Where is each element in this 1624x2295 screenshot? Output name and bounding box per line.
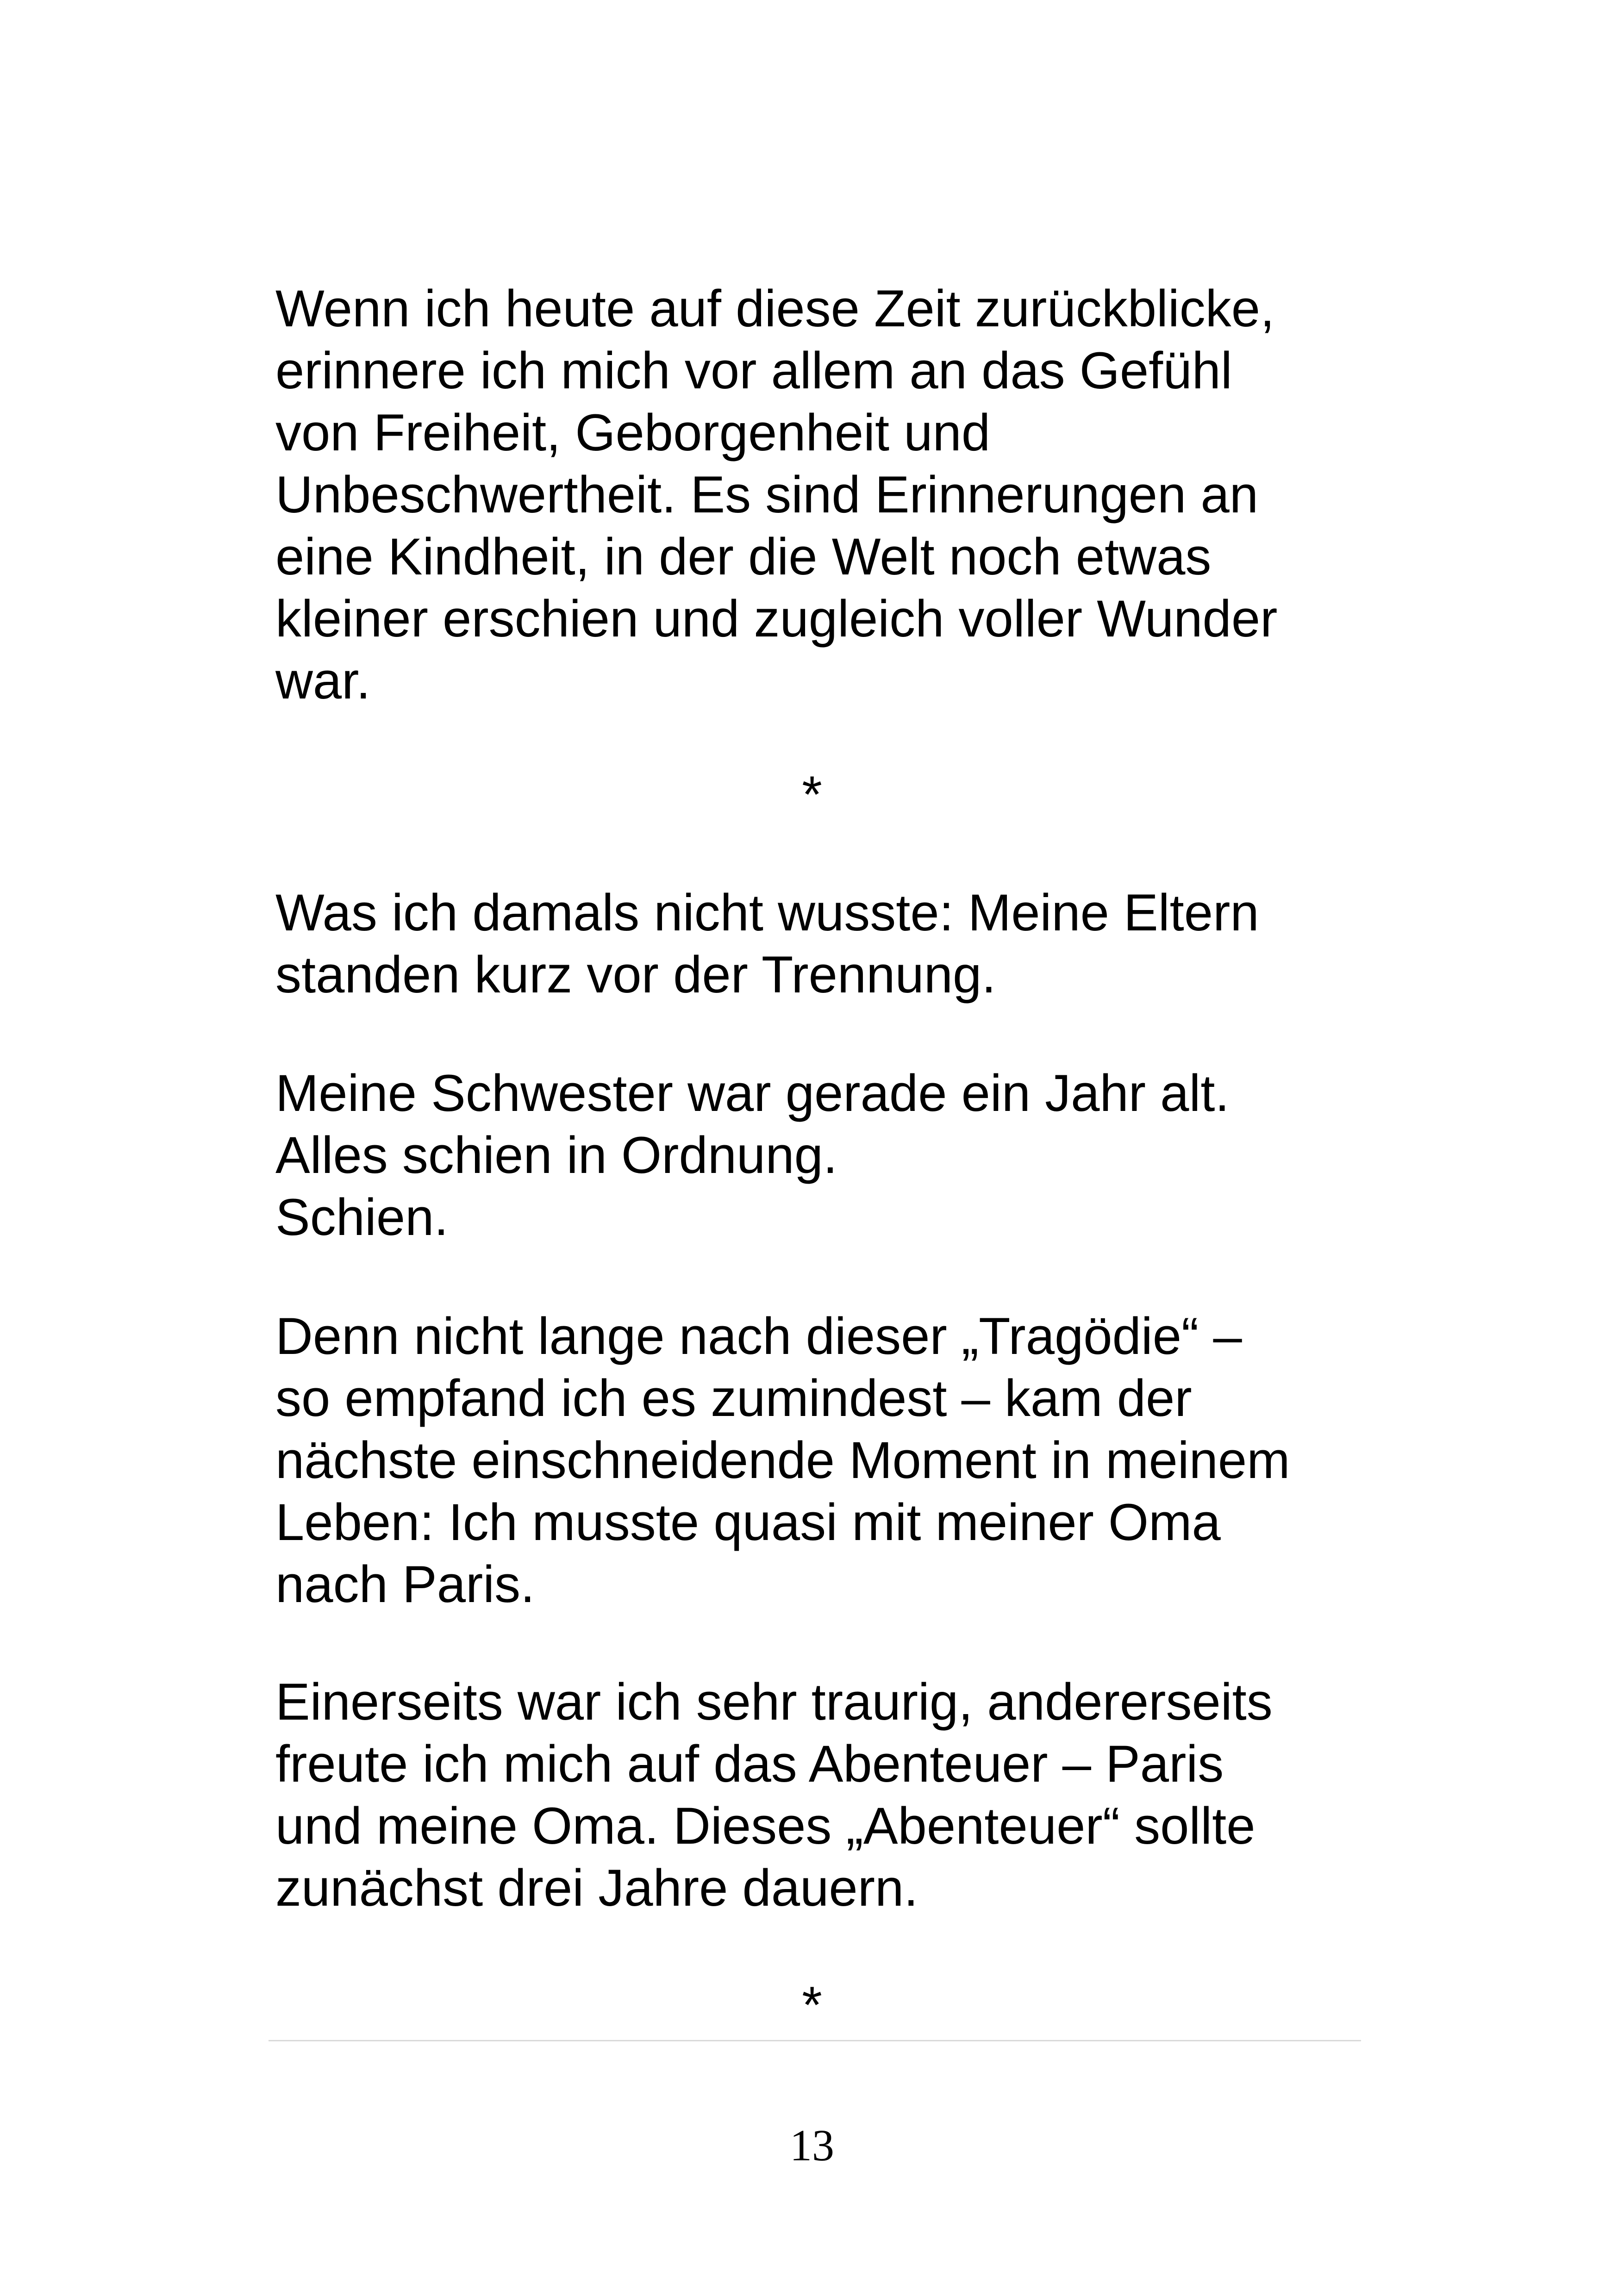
paragraph-1: Wenn ich heute auf diese Zeit zurückblicke, erinnere ich mich vor allem an das Gefühl von Freiheit, Geborgenheit und Unbeschwertheit. Es sind Erinnerungen an eine Kindheit, in der die Welt noch etwas kleiner erschien und zugleich voller Wunder war. — [275, 280, 1278, 710]
page-number: 13 — [790, 2120, 834, 2170]
section-separator-1: * — [802, 766, 822, 823]
section-separator-2: * — [802, 1976, 822, 2034]
paragraph-3: Meine Schwester war gerade ein Jahr alt. Alles schien in Ordnung. Schien. — [275, 1064, 1230, 1246]
paragraph-5: Einerseits war ich sehr traurig, andererseits freute ich mich auf das Abenteuer – Paris und meine Oma. Dieses „Abenteuer“ sollte zunächst drei Jahre dauern. — [275, 1673, 1273, 1917]
footer-divider — [269, 2040, 1361, 2041]
paragraph-2: Was ich damals nicht wusste: Meine Eltern standen kurz vor der Trennung. — [275, 884, 1259, 1004]
paragraph-4: Denn nicht lange nach dieser „Tragödie“ – so empfand ich es zumindest – kam der nächste einschneidende Moment in meinem Leben: Ich musste quasi mit meiner Oma nach Paris. — [275, 1307, 1290, 1613]
